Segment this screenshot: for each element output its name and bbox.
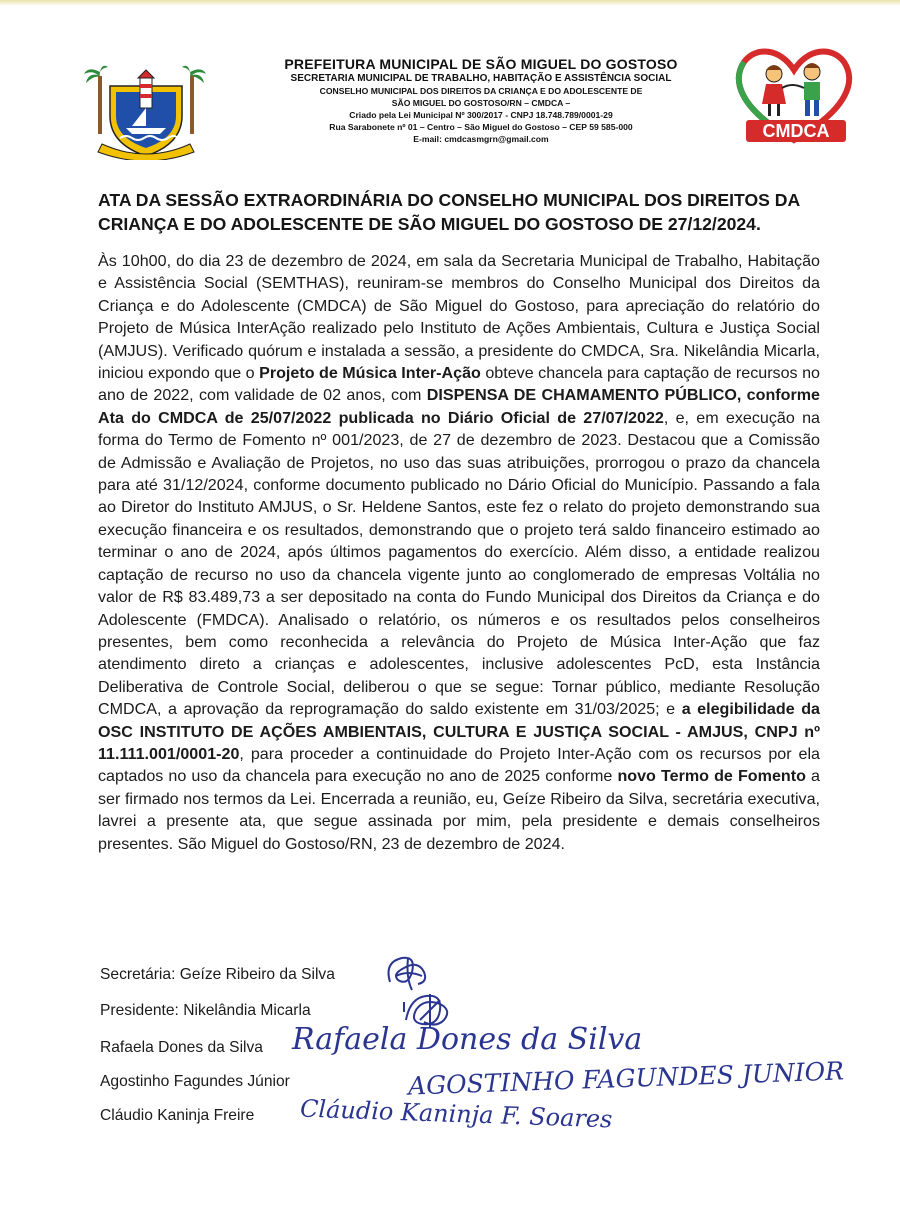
cmdca-logo-text: CMDCA: [762, 121, 830, 141]
body-bold-3: a elegibilidade da OSC INSTITUTO DE AÇÕES AMBIENTAIS, CULTURA E JUSTIÇA SOCIAL - AMJUS, CNPJ nº 11.111.001/0001-20: [98, 700, 820, 763]
document-title: [98, 188, 828, 236]
body-bold-1: Projeto de Música Inter-Ação: [259, 364, 481, 383]
signature-line-agostinho: Agostinho Fagundes Júnior: [100, 1073, 290, 1090]
body-part-5: a ser firmado nos termos da Lei. Encerrada a reunião, eu, Geíze Ribeiro da Silva, secretária executiva, lavrei a presente ata, que segue assinada por mim, pela presidente e demais conselheiros presentes. São Miguel do Gostoso/RN, 23 de dezembro de 2024.: [98, 767, 820, 853]
cmdca-logo-icon: [730, 44, 858, 148]
rafaela-handwritten-signature: Rafaela Dones da Silva: [292, 1022, 643, 1057]
signature-line-presidente: Presidente: Nikelândia Micarla: [100, 1002, 311, 1019]
prefeitura-name: PREFEITURA MUNICIPAL DE SÃO MIGUEL DO GOSTOSO: [284, 56, 678, 72]
signature-line-rafaela: Rafaela Dones da Silva: [100, 1039, 263, 1056]
letterhead-text: [236, 56, 726, 145]
signature-line-secretaria: Secretária: Geíze Ribeiro da Silva: [100, 966, 335, 983]
body-part-1: Às 10h00, do dia 23 de dezembro de 2024, em sala da Secretaria Municipal de Trabalho, Habitação e Assistência Social (SEMTHAS), reuniram-se membros do Conselho Municipal dos Direitos da Criança e do Adolescente (CMDCA) de São Miguel do Gostoso, para apreciação do relatório do Projeto de Música InterAção realizado pelo Instituto de Ações Ambientais, Cultura e Justiça Social (AMJUS). Verificado quórum e instalada a sessão, a presidente do CMDCA, Sra. Nikelândia Micarla, iniciou expondo que o: [98, 252, 820, 383]
title-line-2: CRIANÇA E DO ADOLESCENTE DE SÃO MIGUEL DO GOSTOSO DE 27/12/2024.: [98, 214, 761, 234]
letterhead: [0, 0, 900, 170]
municipal-crest-icon: [82, 52, 210, 160]
signature-line-claudio: Cláudio Kaninja Freire: [100, 1107, 255, 1124]
body-part-2: obteve chancela para captação de recursos no ano de 2022, com validade de 02 anos, com: [98, 364, 820, 405]
body-bold-4: novo Termo de Fomento: [617, 767, 806, 786]
body-part-4: , para proceder a continuidade do Projeto Inter-Ação com os recursos por ela captados no uso da chancela para execução no ano de 2025 conforme: [98, 744, 820, 786]
body-part-3: , e, em execução na forma do Termo de Fomento nº 001/2023, de 27 de dezembro de 2023. Destacou que a Comissão de Admissão e Avaliação de Projetos, no uso das suas atribuições, prorrogou o prazo da chancela para até 31/12/2024, conforme documento publicado no Dário Oficial do Município. Passando a fala ao Diretor do Instituto AMJUS, o Sr. Heldene Santos, este fez o relato do projeto demonstrando sua execução financeira e os resultados, demonstrando que o projeto terá saldo financeiro estimado ao terminar o ano de 2024, após últimos pagamentos do exercício. Além disso, a entidade realizou captação de recurso no uso da chancela vigente junto ao conglomerado de empresas Voltália no valor de R$ 83.489,73 a ser depositado na conta do Fundo Municipal dos Direitos da Criança e do Adolescente (FMDCA). Analisado o relatório, os números e os resultados pelos conselheiros presentes, bem como reconhecida a relevância do Projeto de Música Inter-Ação que faz atendimento direto a crianças e adolescentes, inclusive adolescentes PcD, esta Instância Deliberativa de Controle Social, deliberou o que se segue: Tornar público, mediante Resolução CMDCA, a aprovação da reprogramação do saldo existente em 31/03/2025; e: [98, 408, 820, 719]
address: Rua Sarabonete nº 01 – Centro – São Miguel do Gostoso – CEP 59 585-000: [329, 122, 633, 132]
conselho-location: SÃO MIGUEL DO GOSTOSO/RN – CMDCA –: [391, 98, 571, 108]
secretaria-name: SECRETARIA MUNICIPAL DE TRABALHO, HABITAÇÃO E ASSISTÊNCIA SOCIAL: [290, 73, 672, 84]
creation-law: Criado pela Lei Municipal Nº 300/2017 - CNPJ 18.748.789/0001-29: [349, 110, 613, 120]
claudio-handwritten-signature: Cláudio Kaninja F. Soares: [299, 1094, 613, 1134]
minutes-body: [98, 250, 820, 855]
body-bold-2: DISPENSA DE CHAMAMENTO PÚBLICO, conforme Ata do CMDCA de 25/07/2022 publicada no Diário Oficial de 27/07/2022: [98, 386, 821, 427]
title-line-1: ATA DA SESSÃO EXTRAORDINÁRIA DO CONSELHO MUNICIPAL DOS DIREITOS DA: [98, 190, 801, 210]
agostinho-handwritten-signature: AGOSTINHO FAGUNDES JUNIOR: [407, 1056, 845, 1101]
conselho-name: CONSELHO MUNICIPAL DOS DIREITOS DA CRIANÇA E DO ADOLESCENTE DE: [319, 86, 643, 96]
email: E-mail: cmdcasmgrn@gmail.com: [413, 134, 549, 144]
